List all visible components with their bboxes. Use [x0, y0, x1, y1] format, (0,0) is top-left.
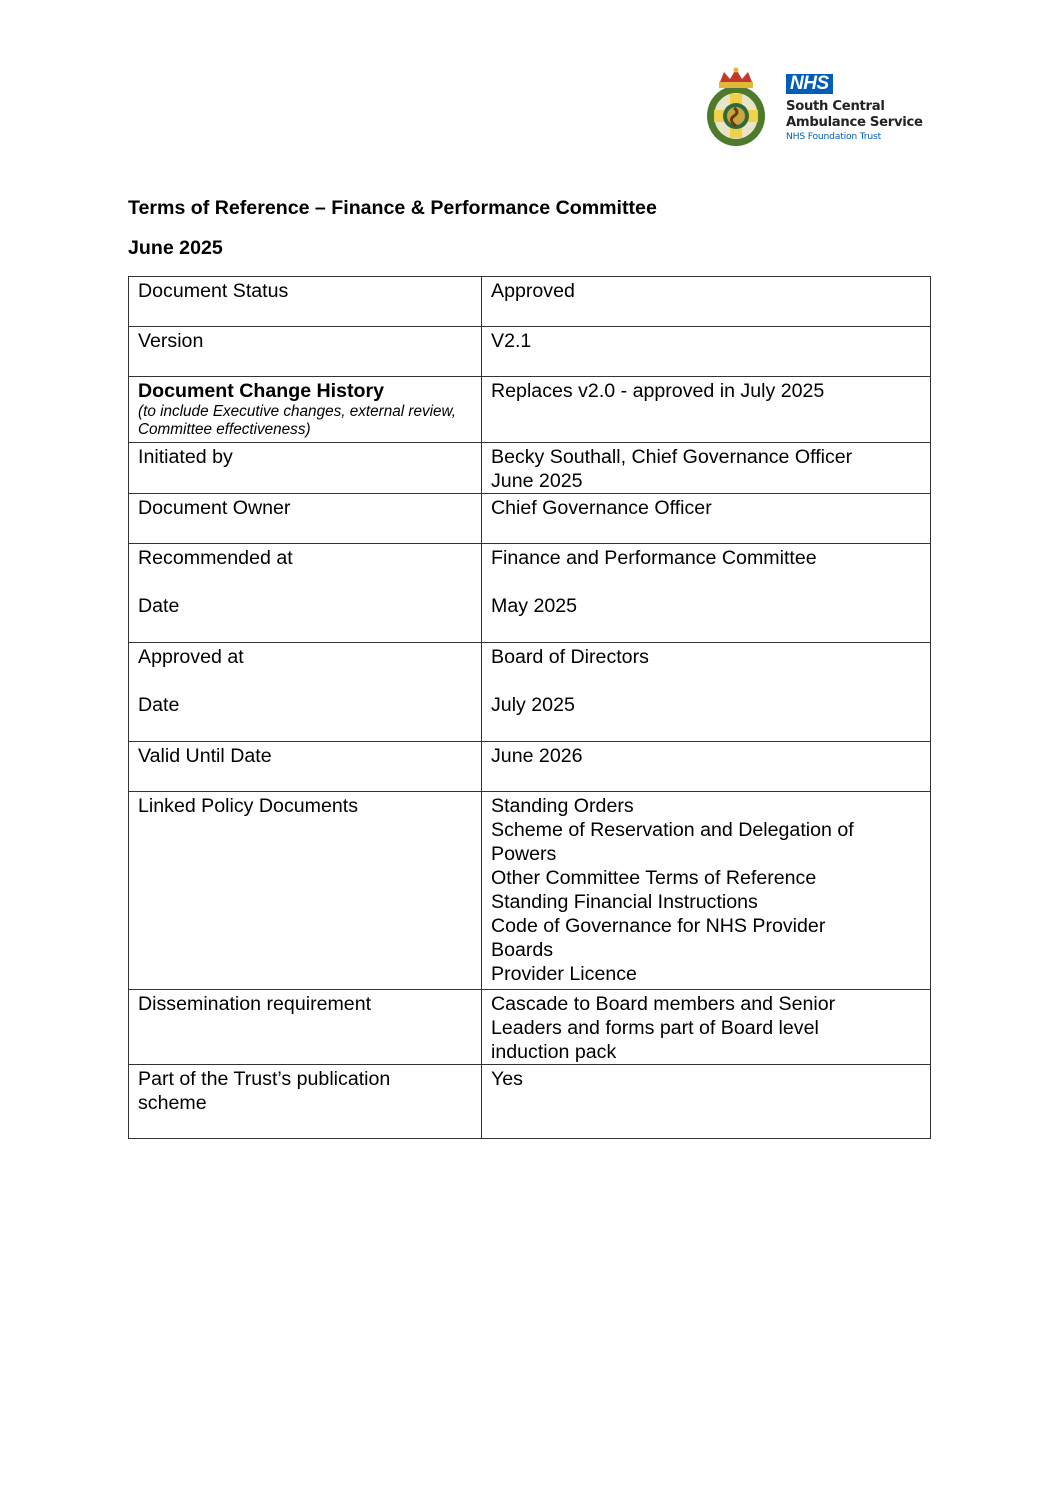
table-row — [129, 327, 931, 377]
row-value: Approved — [482, 277, 931, 327]
row-value-line: Leaders and forms part of Board level — [491, 1017, 819, 1039]
table-row — [129, 494, 931, 544]
table-row — [129, 792, 931, 990]
row-value-secondary: July 2025 — [491, 694, 575, 716]
row-label-note: (to include Executive changes, external review, Committee effectiveness) — [138, 403, 457, 438]
document-control-table — [128, 276, 931, 1139]
row-value-cell — [482, 443, 931, 494]
row-label: Approved at — [138, 646, 244, 668]
document-title: Terms of Reference – Finance & Performance Committee — [128, 197, 657, 219]
row-label: Recommended at — [138, 547, 293, 569]
row-label-cell — [129, 643, 482, 742]
row-value-secondary: May 2025 — [491, 595, 578, 617]
linked-document-item: Standing Orders — [491, 795, 634, 817]
row-value: Chief Governance Officer — [482, 494, 931, 544]
row-value-line: Becky Southall, Chief Governance Officer — [491, 446, 853, 468]
row-value-line: June 2025 — [491, 470, 583, 492]
document-date: June 2025 — [128, 237, 223, 259]
linked-document-item: Code of Governance for NHS Provider — [491, 915, 826, 937]
linked-document-item: Powers — [491, 843, 557, 865]
row-label: Document Change History — [138, 380, 385, 402]
table-row — [129, 742, 931, 792]
row-label: Version — [129, 327, 482, 377]
linked-document-item: Standing Financial Instructions — [491, 891, 758, 913]
row-label-secondary: Date — [138, 595, 180, 617]
row-value-cell — [482, 544, 931, 643]
linked-documents-list — [482, 792, 931, 990]
organisation-name-line1: South Central — [786, 99, 885, 114]
linked-document-item: Other Committee Terms of Reference — [491, 867, 817, 889]
linked-document-item: Boards — [491, 939, 554, 961]
row-value-line: induction pack — [491, 1041, 617, 1063]
row-value: Replaces v2.0 - approved in July 2025 — [482, 377, 931, 443]
row-label: Document Status — [129, 277, 482, 327]
row-value: Yes — [482, 1065, 931, 1139]
organisation-logo — [704, 66, 934, 150]
row-value: Board of Directors — [491, 646, 649, 668]
row-label-line: Part of the Trust’s publication — [138, 1068, 391, 1090]
row-value-cell — [482, 990, 931, 1065]
row-label-cell — [129, 1065, 482, 1139]
linked-document-item: Provider Licence — [491, 963, 637, 985]
table-row — [129, 643, 931, 742]
row-value: Finance and Performance Committee — [491, 547, 817, 569]
table-row — [129, 1065, 931, 1139]
row-label: Linked Policy Documents — [129, 792, 482, 990]
table-row — [129, 544, 931, 643]
linked-document-item: Scheme of Reservation and Delegation of — [491, 819, 854, 841]
row-label: Document Owner — [129, 494, 482, 544]
row-label-secondary: Date — [138, 694, 180, 716]
organisation-subtitle: NHS Foundation Trust — [786, 131, 881, 142]
row-value-line: Cascade to Board members and Senior — [491, 993, 836, 1015]
table-row — [129, 990, 931, 1065]
row-label: Dissemination requirement — [129, 990, 482, 1065]
table-row — [129, 277, 931, 327]
table-row — [129, 443, 931, 494]
row-label-cell — [129, 544, 482, 643]
row-value-cell — [482, 643, 931, 742]
nhs-badge: NHS — [786, 74, 833, 94]
row-label-cell — [129, 377, 482, 443]
table-row — [129, 377, 931, 443]
row-label: Valid Until Date — [129, 742, 482, 792]
row-label: Initiated by — [129, 443, 482, 494]
row-label-line: scheme — [138, 1092, 207, 1114]
organisation-name-line2: Ambulance Service — [786, 115, 923, 130]
row-value: V2.1 — [482, 327, 931, 377]
ambulance-service-crest-icon — [704, 66, 768, 148]
row-value: June 2026 — [482, 742, 931, 792]
